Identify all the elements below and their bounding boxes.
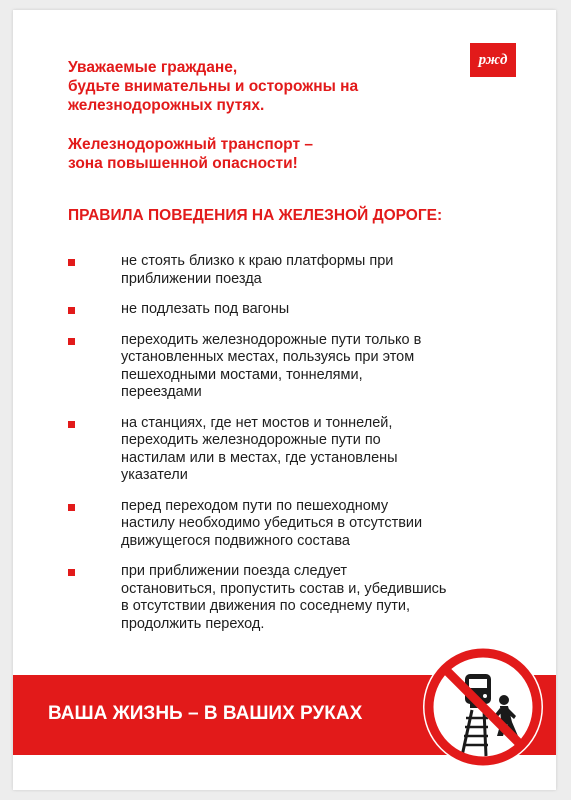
rule-line: приближении поезда (121, 270, 262, 287)
rule-item (68, 498, 518, 551)
rule-line: переходить железнодорожные пути по (121, 432, 381, 448)
rules-title: ПРАВИЛА ПОВЕДЕНИЯ НА ЖЕЛЕЗНОЙ ДОРОГЕ: (68, 207, 443, 224)
bullet-icon (68, 421, 75, 428)
danger-line: Железнодорожный транспорт – (68, 136, 313, 153)
no-crossing-tracks-icon (420, 644, 546, 770)
rule-item (68, 415, 518, 485)
rule-line: остановиться, пропустить состав и, убедившись (121, 580, 447, 597)
rule-line: в отсутствии движения по соседнему пути, (121, 598, 411, 614)
rule-line: движущегося подвижного состава (121, 532, 350, 549)
rule-line: указатели (121, 467, 188, 483)
rule-item (68, 301, 518, 319)
bullet-icon (68, 259, 75, 266)
danger-line: зона повышенной опасности! (68, 155, 298, 172)
rules-list (68, 253, 518, 633)
rule-item (68, 253, 518, 288)
rule-line: переездами (121, 384, 202, 400)
danger-warning (68, 135, 448, 173)
rule-line: на станциях, где нет мостов и тоннелей, (121, 414, 393, 431)
rule-line: переходить железнодорожные пути только в (121, 331, 422, 348)
greeting-line: Уважаемые граждане, (68, 59, 238, 76)
bullet-icon (68, 338, 75, 345)
rule-line: перед переходом пути по пешеходному (121, 497, 389, 514)
greeting-line: будьте внимательны и осторожны на (68, 78, 359, 95)
rule-line: установленных местах, пользуясь при этом (121, 349, 415, 365)
rule-item (68, 332, 518, 402)
slogan: ВАША ЖИЗНЬ – В ВАШИХ РУКАХ (48, 703, 363, 724)
bullet-icon (68, 504, 75, 511)
rule-line: настилам или в местах, где установлены (121, 449, 398, 466)
rzd-logo: ржд (470, 43, 516, 77)
rule-line: при приближении поезда следует (121, 563, 348, 579)
rule-line: пешеходными мостами, тоннелями, (121, 366, 363, 383)
bullet-icon (68, 307, 75, 314)
greeting-line: железнодорожных путях. (68, 97, 265, 114)
greeting (68, 58, 448, 115)
rule-line: продолжить переход. (121, 615, 265, 632)
rule-line: настилу необходимо убедиться в отсутствии (121, 515, 423, 531)
rule-item (68, 563, 518, 633)
rule-line: не подлезать под вагоны (121, 301, 290, 317)
rule-line: не стоять близко к краю платформы при (121, 253, 394, 269)
bullet-icon (68, 569, 75, 576)
